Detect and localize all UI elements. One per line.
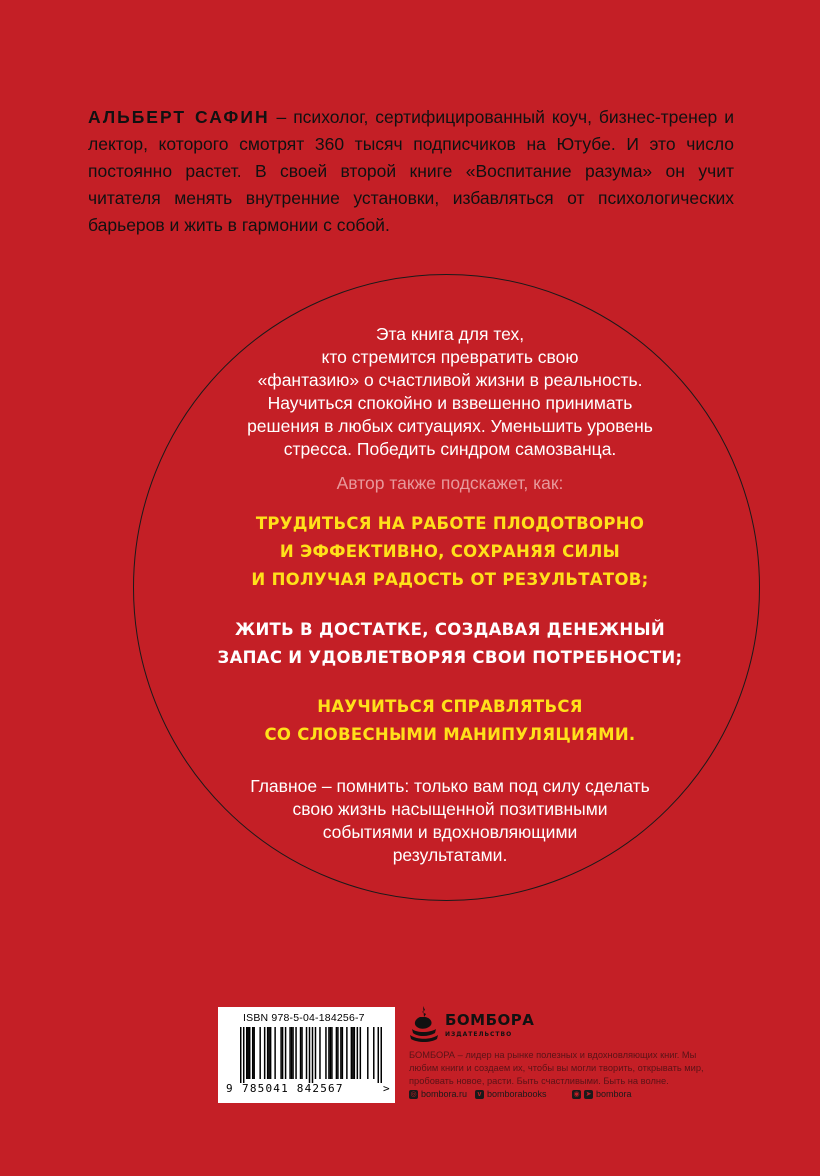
barcode-bar (336, 1027, 337, 1079)
bombora-logo-icon (409, 1005, 439, 1043)
barcode-bar (291, 1027, 292, 1079)
purpose-line: кто стремится превратить свою (321, 347, 579, 367)
barcode-bar (328, 1027, 329, 1079)
barcode-bar (264, 1027, 265, 1079)
barcode-bar (268, 1027, 269, 1079)
barcode-digit-groups: 785041 842567 (242, 1082, 344, 1095)
barcode-bar (295, 1027, 296, 1079)
barcode-bar (378, 1027, 379, 1083)
social-vk[interactable] (475, 1089, 547, 1099)
barcode-bar (249, 1027, 250, 1079)
barcode-bar (360, 1027, 361, 1079)
isbn-number: ISBN 978-5-04-184256-7 (243, 1012, 365, 1024)
closing-line: результатами. (392, 845, 508, 865)
barcode-bar (381, 1027, 382, 1083)
bullet-line: СО СЛОВЕСНЫМИ МАНИПУЛЯЦИЯМИ. (264, 725, 636, 744)
closing-line: свою жизнь насыщенной позитивными (292, 799, 608, 819)
barcode-bar (330, 1027, 331, 1079)
barcode-bar (252, 1027, 253, 1079)
bullet-work (160, 510, 740, 594)
barcode-bar (309, 1027, 310, 1083)
bullet-wealth (160, 616, 740, 672)
barcode-bar (373, 1027, 374, 1079)
author-intro (88, 104, 734, 239)
barcode-bar (325, 1027, 326, 1079)
author-name: АЛЬБЕРТ САФИН (88, 107, 270, 127)
barcode-bar (352, 1027, 353, 1079)
book-purpose-paragraph (160, 323, 740, 461)
barcode-bar (270, 1027, 271, 1079)
publisher-brand: БОМБОРА (445, 1011, 535, 1029)
barcode-bar (301, 1027, 302, 1079)
purpose-line: «фантазию» о счастливой жизни в реальность. (257, 370, 643, 390)
barcode-bar (300, 1027, 301, 1079)
vk-icon: v (475, 1090, 484, 1099)
publisher-brand-sub: ИЗДАТЕЛЬСТВО (445, 1031, 513, 1038)
closing-line: Главное – помнить: только вам под силу сделать (250, 776, 650, 796)
barcode-bar (342, 1027, 343, 1079)
barcode-bar (319, 1027, 320, 1079)
publisher-description: БОМБОРА – лидер на рынке полезных и вдохновляющих книг. Мы любим книги и создаем их, чтобы вы могли творить, открывать мир, пробовать новое, расти. Быть счастливыми. Быть на волне. (409, 1050, 704, 1086)
social-messengers-label: bombora (596, 1089, 632, 1099)
barcode-bar (367, 1027, 368, 1079)
barcode-bar (246, 1027, 247, 1079)
barcode-bar (267, 1027, 268, 1079)
purpose-line: Научиться спокойно и взвешенно принимать (267, 393, 633, 413)
barcode-bar (282, 1027, 283, 1079)
barcode-bar (253, 1027, 254, 1079)
barcode-bar (346, 1027, 347, 1079)
closing-paragraph (160, 775, 740, 867)
chat-icon: ◉ (573, 1090, 580, 1098)
social-site-label: bombora.ru (421, 1089, 468, 1099)
bullet-line: И ЭФФЕКТИВНО, СОХРАНЯЯ СИЛЫ (279, 542, 621, 561)
closing-line: событиями и вдохновляющими (322, 822, 578, 842)
bullet-line: ЖИТЬ В ДОСТАТКЕ, СОЗДАВАЯ ДЕНЕЖНЫЙ (234, 620, 666, 639)
author-intro-text: – психолог, сертифицированный коуч, бизнес-тренер и лектор, которого смотрят 360 тысяч подписчиков на Ютубе. И это число постоянно растет. В своей второй книге «Воспитание разума» он учит читателя менять внутренние установки, избавляться от психологических барьеров и жить в гармонии с собой. (88, 107, 734, 235)
bullet-line: НАУЧИТЬСЯ СПРАВЛЯТЬСЯ (317, 697, 583, 716)
author-hint-line: Автор также подскажет, как: (336, 473, 564, 493)
barcode-bar (240, 1027, 241, 1083)
barcode-tail-marker: > (383, 1082, 391, 1095)
barcode-bar (285, 1027, 286, 1079)
globe-icon: ◎ (410, 1090, 417, 1098)
barcode-bar (280, 1027, 281, 1079)
isbn-barcode (218, 1007, 395, 1103)
barcode-bar (243, 1027, 244, 1083)
barcode-bar (289, 1027, 290, 1079)
barcode-bar (351, 1027, 352, 1079)
barcode-bar (247, 1027, 248, 1079)
barcode-bars (240, 1027, 382, 1083)
barcode-bar (331, 1027, 332, 1079)
barcode-bar (259, 1027, 260, 1079)
telegram-icon: ➤ (585, 1090, 592, 1098)
barcode-bar (274, 1027, 275, 1079)
purpose-line: стресса. Победить синдром самозванца. (283, 439, 617, 459)
barcode-bar (315, 1027, 316, 1079)
barcode-bar (312, 1027, 313, 1083)
social-messengers[interactable] (572, 1089, 632, 1099)
social-site[interactable] (409, 1089, 467, 1099)
purpose-line: Эта книга для тех, (375, 324, 525, 344)
bullet-manipulation (160, 693, 740, 749)
barcode-bar (306, 1027, 307, 1079)
social-vk-label: bomborabooks (487, 1089, 547, 1099)
barcode-bar (340, 1027, 341, 1079)
bullet-line: И ПОЛУЧАЯ РАДОСТЬ ОТ РЕЗУЛЬТАТОВ; (251, 570, 649, 589)
barcode-bar (337, 1027, 338, 1079)
barcode-bar (354, 1027, 355, 1079)
bullet-line: ЗАПАС И УДОВЛЕТВОРЯЯ СВОИ ПОТРЕБНОСТИ; (217, 648, 683, 667)
barcode-bar (292, 1027, 293, 1079)
barcode-first-digit: 9 (226, 1082, 234, 1095)
purpose-line: решения в любых ситуациях. Уменьшить уровень (247, 416, 653, 436)
bullet-line: ТРУДИТЬСЯ НА РАБОТЕ ПЛОДОТВОРНО (255, 514, 645, 533)
barcode-bar (357, 1027, 358, 1079)
